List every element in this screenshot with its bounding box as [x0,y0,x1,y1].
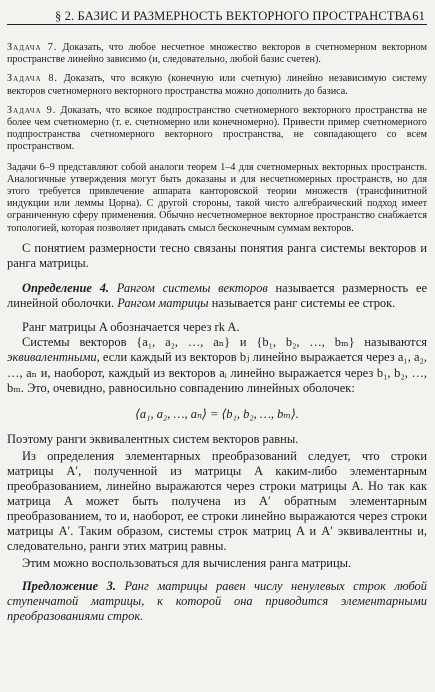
task-text: Доказать, что всякую (конечную или счетную) линейно независимую систему векторов счетномерного векторного пространства можно дополнить до базиса. [7,73,428,97]
equivalent-text: , если каждый из векторов bⱼ линейно выражается через a₁, a₂, …, aₙ и, наоборот, каждый из векторов aᵢ линейно выражается через b₁, b₂, …, bₘ. Это, очевидно, равносильно совпадению линейных оболочек: [7,350,427,395]
task-9 [7,105,427,154]
definition-text: называется размерность ее линейной оболочки. [7,281,427,311]
remark-paragraph: Задачи 6–9 представляют собой аналоги теорем 1–4 для счетномерных векторных пространств. Аналогичные утверждения могут быть доказаны и для несчетномерных пространств, но для этого требуется привлечение аппарата канторовской теории множеств (трансфинитной индукции или леммы Цорна). С другой стороны, такой чисто алгебраический подход имеет ограниченную сферу применения. Обычно несчетномерное векторное пространство снабжается топологией, которая позволяет придавать смысл бесконечным суммам векторов. [7,161,427,234]
running-header [7,0,427,25]
definition-term-system-rank: Рангом системы векторов [116,281,268,296]
proposition-label: Предложение 3. [22,578,116,593]
task-label: Задача 8. [7,73,58,85]
section-title: § 2. БАЗИС И РАЗМЕРНОСТЬ ВЕКТОРНОГО ПРОСТРАНСТВА [55,9,412,23]
usage-paragraph: Этим можно воспользоваться для вычисления ранга матрицы. [22,556,352,571]
consequence-paragraph: Поэтому ранги эквивалентных систем векторов равны. [7,431,299,446]
task-8 [7,73,427,97]
task-7 [7,42,427,66]
equivalent-text: Системы векторов {a₁, a₂, …, aₙ} и {b₁, b₂, …, bₘ} называются [22,335,427,350]
proposition-text: Ранг матрицы равен числу ненулевых строк любой ступенчатой матрицы, к которой она приводится элементарными преобразованиями строк. [7,578,427,623]
page-number: 61 [412,9,425,23]
task-label: Задача 9. [7,104,57,116]
argument-paragraph: Из определения элементарных преобразований следует, что строки матрицы A′, полученной из матрицы A каким-либо элементарным преобразованием, линейно выражаются через строки матрицы A. Но так как матрица A может быть получена из A′ обратным элементарным преобразованием, то и, наоборот, ее строки линейно выражаются через строки матрицы A′. Таким образом, системы строк матриц A и A′ эквивалентны и, следовательно, ранги этих матриц равны. [7,448,427,554]
definition-label: Определение 4. [22,281,110,296]
equivalent-systems-paragraph [7,335,427,395]
equivalent-term: эквивалентными [7,350,97,365]
task-text: Доказать, что всякое подпространство счетномерного векторного пространства не более чем счетномерно (т. е. счетномерно или конечномерно). Привести пример счетномерного подпространства счетномерного векторного пространства, не совпадающего со всем пространством. [7,104,427,153]
proposition-3 [7,579,427,624]
rank-notation: Ранг матрицы A обозначается через rk A. [22,320,240,335]
span-equality-formula: ⟨a₁, a₂, …, aₙ⟩ = ⟨b₁, b₂, …, bₘ⟩. [135,406,299,421]
task-text: Доказать, что любое несчетное множество векторов в счетномерном векторном пространстве линейно зависимо (и, следовательно, любой базис счетен). [7,42,427,66]
task-label: Задача 7. [7,42,58,53]
definition-4 [7,281,427,311]
definition-term-matrix-rank: Рангом матрицы [117,296,209,311]
intro-paragraph: С понятием размерности тесно связаны понятия ранга системы векторов и ранга матрицы. [7,240,427,270]
definition-text: называется ранг системы ее строк. [208,296,396,311]
